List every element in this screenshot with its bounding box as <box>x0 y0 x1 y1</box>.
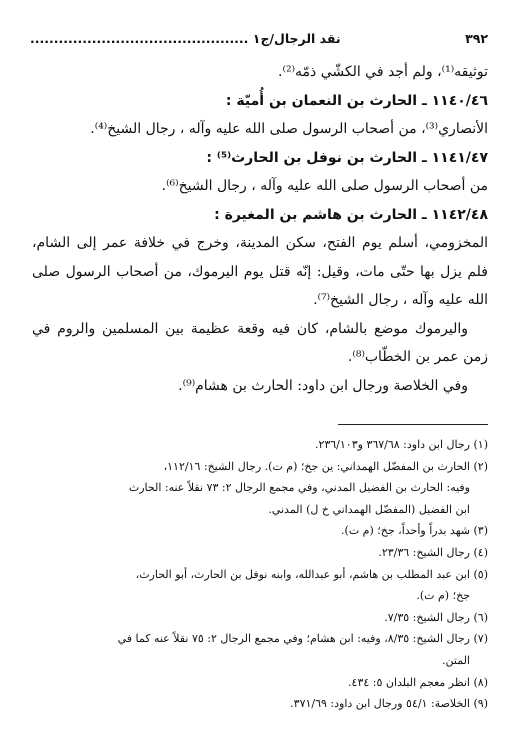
main-text <box>32 58 488 400</box>
paragraph: المخزومي، أسلم يوم الفتح، سكن المدينة، وخرج في خلافة عمر إلى الشام، فلم يزل بها حتّى مات، وقيل: إنّه قتل يوم اليرموك، من أصحاب الرسول صلى الله عليه وآله ، رجال الشيخ⁽⁷⁾. <box>32 235 488 308</box>
footnote: (٧) رجال الشيخ: ٨/٣٥، وفيه: ابن هشام؛ وفي مجمع الرجال ٢: ٧٥ نقلاً عنه كما في <box>117 632 488 646</box>
page-number: ٣٩٢ <box>465 31 488 46</box>
footnote: (١) رجال ابن داود: ٣٦٧/٦٨ و٢٣٦/١٠٣. <box>314 438 488 451</box>
footnote: (٢) الحارث بن المفضّل الهمداني: ين جخ؛ (م ت). رجال الشيخ: ١١٢/١٦، <box>163 459 488 473</box>
entry-heading: ١١٤٠/٤٦ ـ الحارث بن النعمان بن أُميّة : <box>225 92 488 109</box>
paragraph: واليرموك موضع بالشام، كان فيه وقعة عظيمة بين المسلمين والروم في زمن عمر بن الخطّاب⁽⁸⁾. <box>32 320 488 365</box>
entry-heading: ١١٤٢/٤٨ ـ الحارث بن هاشم بن المغيرة : <box>214 206 488 223</box>
footnotes <box>32 434 488 715</box>
footnote-continuation: ابن الفضيل (المفضّل الهمداني خ ل) المدني. <box>268 502 470 516</box>
footnote: (٣) شهد بدراً وأحداً، جخ؛ (م ت). <box>341 524 488 538</box>
footnote: (٩) الخلاصة: ٥٤/١ ورجال ابن داود: ٣٧١/٦٩. <box>290 697 488 711</box>
footnote: (٦) رجال الشيخ: ٧/٣٥. <box>384 610 488 624</box>
paragraph: توثيقه⁽¹⁾، ولم أجد في الكشّي ذمّه⁽²⁾. <box>278 64 488 80</box>
footnote: (٥) ابن عبد المطلب بن هاشم، أبو عبدالله، وابنه نوفل بن الحارث، أبو الحارث، <box>135 567 488 581</box>
paragraph: الأنصاري⁽³⁾، من أصحاب الرسول صلى الله عليه وآله ، رجال الشيخ⁽⁴⁾. <box>90 121 488 137</box>
footnote-continuation: جخ؛ (م ت). <box>416 589 470 603</box>
footnote-continuation: وفيه: الحارث بن الفضيل المدني، وفي مجمع الرجال ٢: ٧٣ نقلاً عنه: الحارث <box>128 481 470 495</box>
paragraph: وفي الخلاصة ورجال ابن داود: الحارث بن هشام⁽⁹⁾. <box>178 377 468 394</box>
footnote: (٨) انظر معجم البلدان ٥: ٤٣٤. <box>348 675 488 689</box>
running-title: نقد الرجال/ج١ .............................................. <box>30 31 341 46</box>
page-header <box>30 28 488 50</box>
paragraph: من أصحاب الرسول صلى الله عليه وآله ، رجال الشيخ⁽⁶⁾. <box>161 178 488 194</box>
footnote: (٤) رجال الشيخ: ٢٣/٣٦. <box>378 545 488 559</box>
footnote-continuation: المتن. <box>442 653 470 667</box>
entry-heading: ١١٤١/٤٧ ـ الحارث بن نوفل بن الحارث⁽⁵⁾ : <box>206 149 488 166</box>
footnote-separator <box>338 424 488 425</box>
